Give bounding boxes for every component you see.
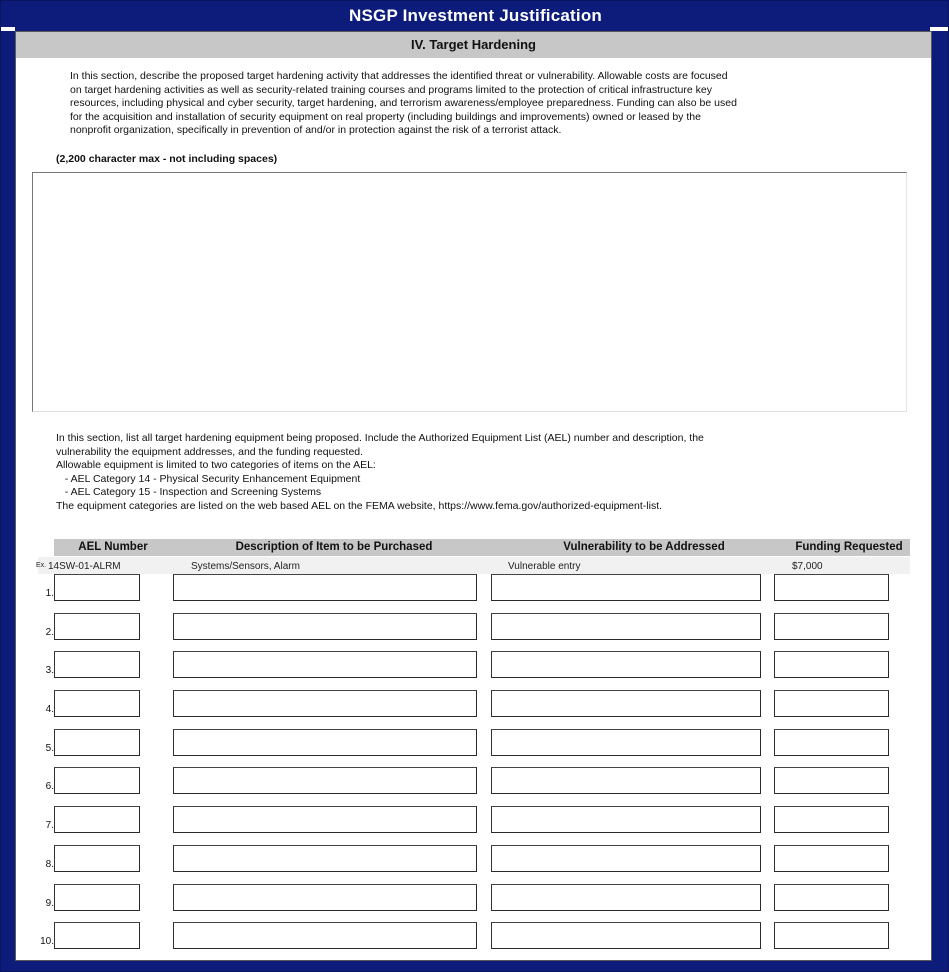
narrative-text-area[interactable] (32, 172, 907, 412)
example-funding: $7,000 (792, 561, 823, 572)
example-vulnerability: Vulnerable entry (508, 561, 581, 572)
description-field[interactable] (173, 613, 477, 640)
ael-number-field[interactable] (54, 729, 140, 756)
vulnerability-field[interactable] (491, 613, 761, 640)
funding-field[interactable] (774, 690, 889, 717)
example-label: Ex. (36, 562, 47, 569)
ael-number-field[interactable] (54, 767, 140, 794)
table-row (16, 729, 933, 757)
vulnerability-field[interactable] (491, 651, 761, 678)
vulnerability-field[interactable] (491, 845, 761, 872)
vulnerability-field[interactable] (491, 806, 761, 833)
description-field[interactable] (173, 574, 477, 601)
intro-line: for the acquisition and installation of security equipment on real property (including buildings and improvements) owned or leased by the (70, 110, 701, 123)
table-row (16, 574, 933, 602)
row-number: 10. (40, 936, 54, 947)
ael-number-field[interactable] (54, 613, 140, 640)
row-number: 6. (45, 781, 54, 792)
table-row (16, 651, 933, 679)
column-header-funding: Funding Requested (795, 541, 903, 553)
example-description: Systems/Sensors, Alarm (191, 561, 300, 572)
ael-number-field[interactable] (54, 690, 140, 717)
table-header (54, 539, 910, 556)
vulnerability-field[interactable] (491, 922, 761, 949)
ael-number-field[interactable] (54, 845, 140, 872)
intro-line: resources, including physical and cyber security, target hardening, and terrorism awareness/employee preparedness. Funding can also be used (70, 97, 737, 110)
vulnerability-field[interactable] (491, 574, 761, 601)
vulnerability-field[interactable] (491, 767, 761, 794)
funding-field[interactable] (774, 884, 889, 911)
row-number: 9. (45, 898, 54, 909)
table-row (16, 613, 933, 641)
character-limit-note: (2,200 character max - not including spaces) (56, 153, 278, 165)
ael-number-field[interactable] (54, 574, 140, 601)
description-field[interactable] (173, 690, 477, 717)
row-number: 8. (45, 859, 54, 870)
row-number: 7. (45, 820, 54, 831)
row-number: 2. (45, 627, 54, 638)
funding-field[interactable] (774, 729, 889, 756)
equipment-line: - AEL Category 14 - Physical Security Enhancement Equipment (56, 472, 361, 485)
form-body (15, 31, 932, 961)
ael-number-field[interactable] (54, 884, 140, 911)
table-row (16, 845, 933, 873)
description-field[interactable] (173, 729, 477, 756)
section-title: IV. Target Hardening (16, 32, 931, 58)
example-ael-number: 14SW-01-ALRM (48, 561, 121, 572)
description-field[interactable] (173, 922, 477, 949)
equipment-line: - AEL Category 15 - Inspection and Screening Systems (56, 486, 322, 499)
table-row (16, 806, 933, 834)
description-field[interactable] (173, 845, 477, 872)
ael-number-field[interactable] (54, 651, 140, 678)
intro-paragraph (70, 70, 890, 138)
intro-line: on target hardening activities as well as security-related training courses and programs limited to the protection of critical infrastructure key (70, 83, 712, 96)
frame-notch-right (930, 27, 948, 31)
row-number: 1. (45, 588, 54, 599)
column-header-vulnerability: Vulnerability to be Addressed (563, 541, 725, 553)
column-header-description: Description of Item to be Purchased (235, 541, 433, 553)
funding-field[interactable] (774, 574, 889, 601)
row-number: 5. (45, 743, 54, 754)
vulnerability-field[interactable] (491, 884, 761, 911)
funding-field[interactable] (774, 613, 889, 640)
description-field[interactable] (173, 806, 477, 833)
row-number: 3. (45, 665, 54, 676)
description-field[interactable] (173, 767, 477, 794)
ael-number-field[interactable] (54, 922, 140, 949)
funding-field[interactable] (774, 845, 889, 872)
column-header-ael-number: AEL Number (78, 541, 148, 553)
funding-field[interactable] (774, 922, 889, 949)
description-field[interactable] (173, 884, 477, 911)
intro-line: nonprofit organization, specifically in prevention of and/or in protection against the risk of a terrorist attack. (70, 124, 562, 137)
equipment-line: The equipment categories are listed on the web based AEL on the FEMA website, https://www.fema.gov/authorized-equipment-list. (56, 499, 663, 512)
table-row (16, 884, 933, 912)
vulnerability-field[interactable] (491, 690, 761, 717)
equipment-instructions (56, 432, 896, 514)
table-row (16, 767, 933, 795)
equipment-line: vulnerability the equipment addresses, and the funding requested. (56, 445, 364, 458)
frame-notch-left (1, 27, 15, 31)
ael-number-field[interactable] (54, 806, 140, 833)
intro-line: In this section, describe the proposed target hardening activity that addresses the identified threat or vulnerability. Allowable costs are focused (70, 70, 728, 82)
description-field[interactable] (173, 651, 477, 678)
vulnerability-field[interactable] (491, 729, 761, 756)
funding-field[interactable] (774, 651, 889, 678)
table-row (16, 690, 933, 718)
equipment-line: In this section, list all target hardening equipment being proposed. Include the Authorized Equipment List (AEL) number and description, the (56, 432, 704, 444)
example-row (38, 557, 910, 574)
equipment-line: Allowable equipment is limited to two categories of items on the AEL: (56, 459, 376, 472)
form-title: NSGP Investment Justification (349, 6, 602, 25)
funding-field[interactable] (774, 767, 889, 794)
funding-field[interactable] (774, 806, 889, 833)
table-row (16, 922, 933, 950)
row-number: 4. (45, 704, 54, 715)
